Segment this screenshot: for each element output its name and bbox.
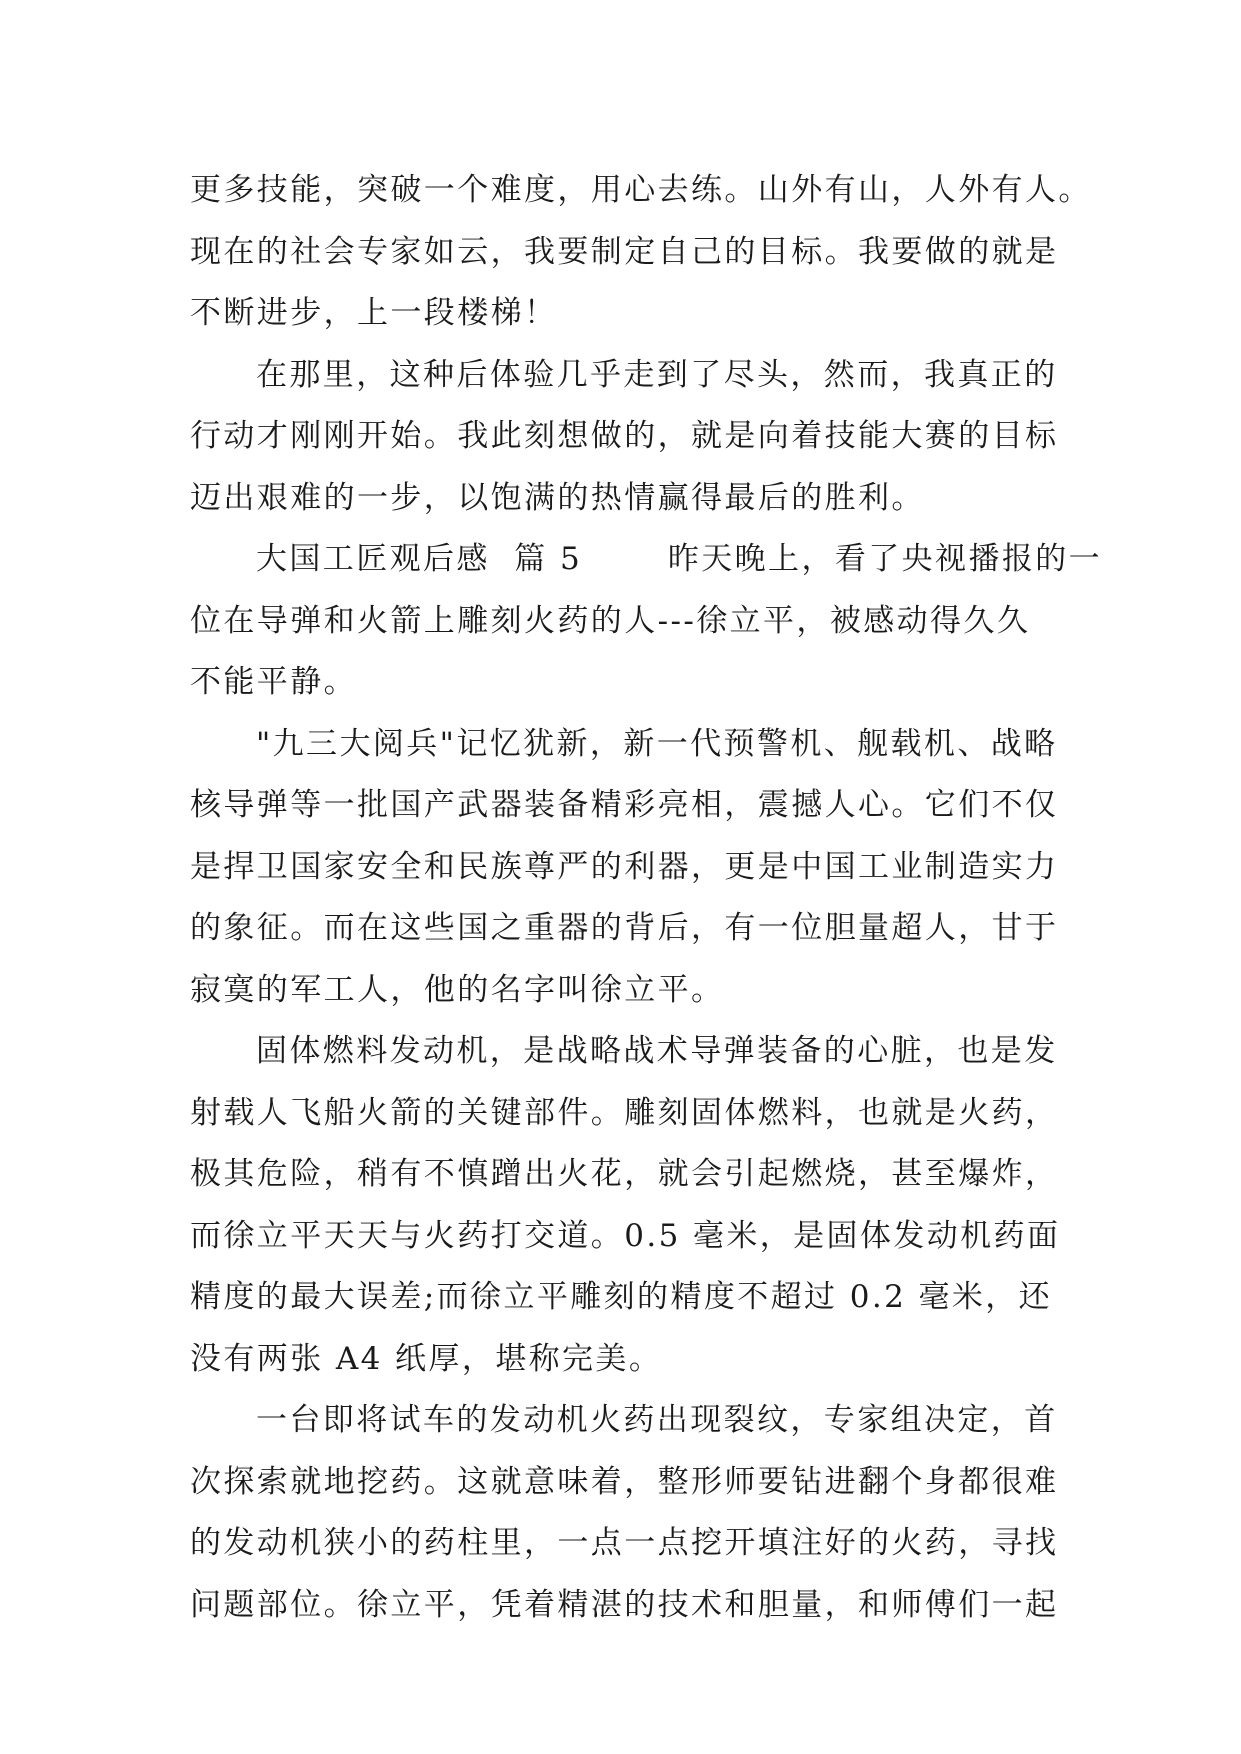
body-text (190, 160, 1103, 1636)
text-line: 位在导弹和火箭上雕刻火药的人---徐立平，被感动得久久 (190, 602, 1031, 639)
paragraph-first-line: "九三大阅兵"记忆犹新，新一代预警机、舰载机、战略 (256, 725, 1058, 762)
text-line: 次探索就地挖药。这就意味着，整形师要钻进翻个身都很难 (190, 1463, 1059, 1500)
text-line: 迈出艰难的一步，以饱满的热情赢得最后的胜利。 (190, 479, 925, 516)
text-line: 更多技能，突破一个难度，用心去练。山外有山，人外有人。 (190, 172, 1092, 208)
text-line: 不断进步，上一段楼梯！ (190, 295, 558, 331)
text-line: 不能平静。 (190, 664, 357, 700)
text-line: 精度的最大误差;而徐立平雕刻的精度不超过 0.2 毫米，还 (190, 1279, 1053, 1315)
text-line: 没有两张 A4 纸厚，堪称完美。 (190, 1340, 663, 1377)
text-line: 问题部位。徐立平，凭着精湛的技术和胆量，和师傅们一起 (190, 1586, 1059, 1623)
text-line: 而徐立平天天与火药打交道。0.5 毫米，是固体发动机药面 (190, 1217, 1061, 1254)
text-line: 是捍卫国家安全和民族尊严的利器，更是中国工业制造实力 (190, 848, 1059, 885)
paragraph-first-line: 在那里，这种后体验几乎走到了尽头，然而，我真正的 (256, 356, 1058, 393)
text-line: 的发动机狭小的药柱里，一点一点挖开填注好的火药，寻找 (190, 1525, 1059, 1561)
text-line: 射载人飞船火箭的关键部件。雕刻固体燃料，也就是火药， (190, 1094, 1059, 1131)
text-line: 极其危险，稍有不慎蹭出火花，就会引起燃烧，甚至爆炸， (190, 1156, 1059, 1192)
text-line: 现在的社会专家如云，我要制定自己的目标。我要做的就是 (190, 233, 1059, 270)
paragraph-first-line: 一台即将试车的发动机火药出现裂纹，专家组决定，首 (256, 1402, 1058, 1438)
text-line: 寂寞的军工人，他的名字叫徐立平。 (190, 971, 725, 1008)
paragraph-first-line: 固体燃料发动机，是战略战术导弹装备的心脏，也是发 (256, 1033, 1058, 1069)
text-line: 行动才刚刚开始。我此刻想做的，就是向着技能大赛的目标 (190, 418, 1059, 454)
text-line: 核导弹等一批国产武器装备精彩亮相，震撼人心。它们不仅 (190, 787, 1059, 823)
text-line: 的象征。而在这些国之重器的背后，有一位胆量超人，甘于 (190, 910, 1059, 946)
paragraph-first-line: 大国工匠观后感 篇 5 昨天晚上，看了央视播报的一 (256, 541, 1103, 577)
